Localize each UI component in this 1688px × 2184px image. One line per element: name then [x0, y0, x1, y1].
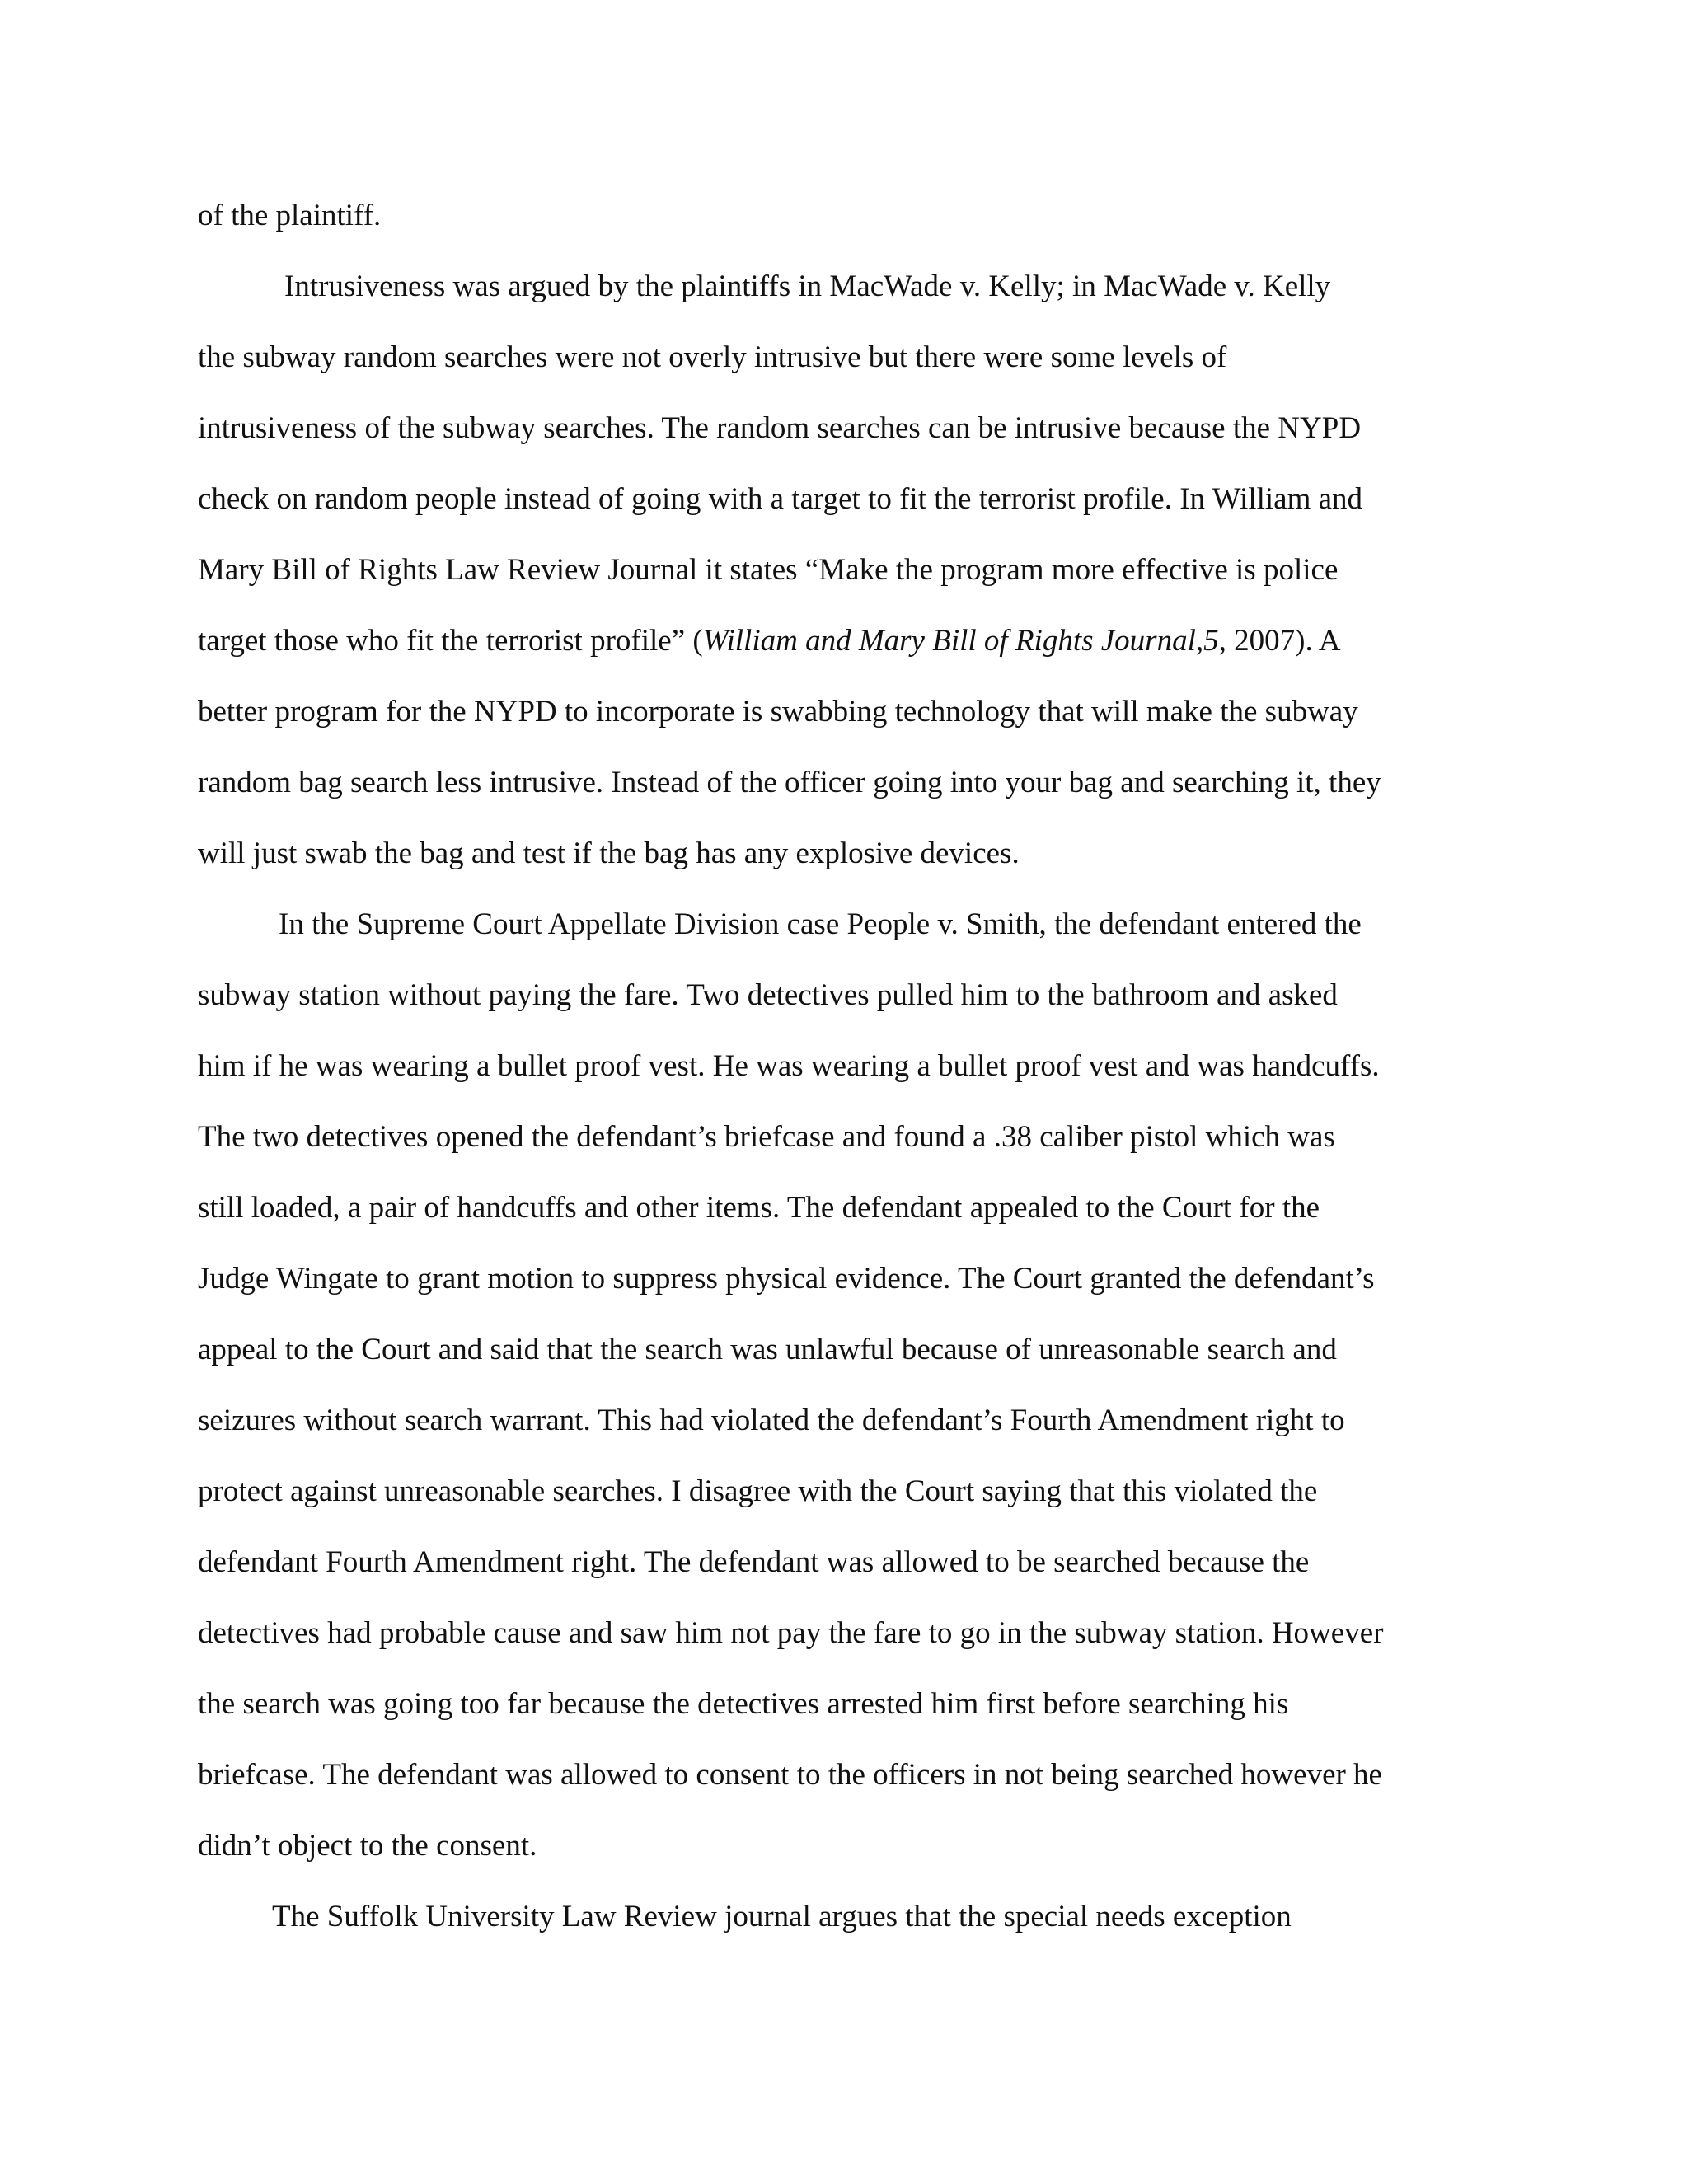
text-line-19: protect against unreasonable searches. I disagree with the Court saying that this violated the [198, 1474, 1318, 1508]
text-line-5: check on random people instead of going with a target to fit the terrorist profile. In William and [198, 482, 1363, 516]
text-line-23: briefcase. The defendant was allowed to consent to the officers in not being searched however he [198, 1758, 1382, 1792]
text-line-22: the search was going too far because the detectives arrested him first before searching his [198, 1687, 1289, 1721]
text-line-10: will just swab the bag and test if the bag has any explosive devices. [198, 837, 1020, 870]
text-line-12: subway station without paying the fare. Two detectives pulled him to the bathroom and asked [198, 978, 1338, 1012]
text-line-21: detectives had probable cause and saw him not pay the fare to go in the subway station. However [198, 1616, 1384, 1650]
citation-italic: William and Mary Bill of Rights Journal,5, [702, 624, 1226, 658]
paragraph-start-line: The Suffolk University Law Review journal argues that the special needs exception [272, 1900, 1292, 1933]
text-line-6: Mary Bill of Rights Law Review Journal it states “Make the program more effective is police [198, 553, 1339, 587]
text-line-4: intrusiveness of the subway searches. The random searches can be intrusive because the NYPD [198, 411, 1362, 445]
text-line-17: appeal to the Court and said that the search was unlawful because of unreasonable search and [198, 1333, 1337, 1366]
line-7-text-after: 2007). A [1226, 624, 1341, 658]
text-line-7-with-citation [198, 623, 1341, 659]
text-line-1: of the plaintiff. [198, 199, 382, 232]
text-line-14: The two detectives opened the defendant’s briefcase and found a .38 caliber pistol which was [198, 1120, 1335, 1154]
line-7-text-before: target those who fit the terrorist profile” ( [198, 624, 703, 658]
text-line-16: Judge Wingate to grant motion to suppress physical evidence. The Court granted the defendant’s [198, 1262, 1375, 1296]
text-line-3: the subway random searches were not overly intrusive but there were some levels of [198, 340, 1227, 374]
text-line-9: random bag search less intrusive. Instead of the officer going into your bag and searching it, they [198, 766, 1381, 799]
paragraph-start-line: In the Supreme Court Appellate Division case People v. Smith, the defendant entered the [279, 907, 1362, 941]
text-line-18: seizures without search warrant. This had violated the defendant’s Fourth Amendment right to [198, 1404, 1345, 1437]
text-line-15: still loaded, a pair of handcuffs and other items. The defendant appealed to the Court for the [198, 1191, 1320, 1225]
text-line-8: better program for the NYPD to incorporate is swabbing technology that will make the subway [198, 695, 1358, 729]
paragraph-start-line: Intrusiveness was argued by the plaintiffs in MacWade v. Kelly; in MacWade v. Kelly [284, 269, 1331, 303]
text-line-20: defendant Fourth Amendment right. The defendant was allowed to be searched because the [198, 1545, 1310, 1579]
text-line-24: didn’t object to the consent. [198, 1829, 537, 1863]
text-line-13: him if he was wearing a bullet proof vest. He was wearing a bullet proof vest and was handcuffs. [198, 1049, 1380, 1083]
